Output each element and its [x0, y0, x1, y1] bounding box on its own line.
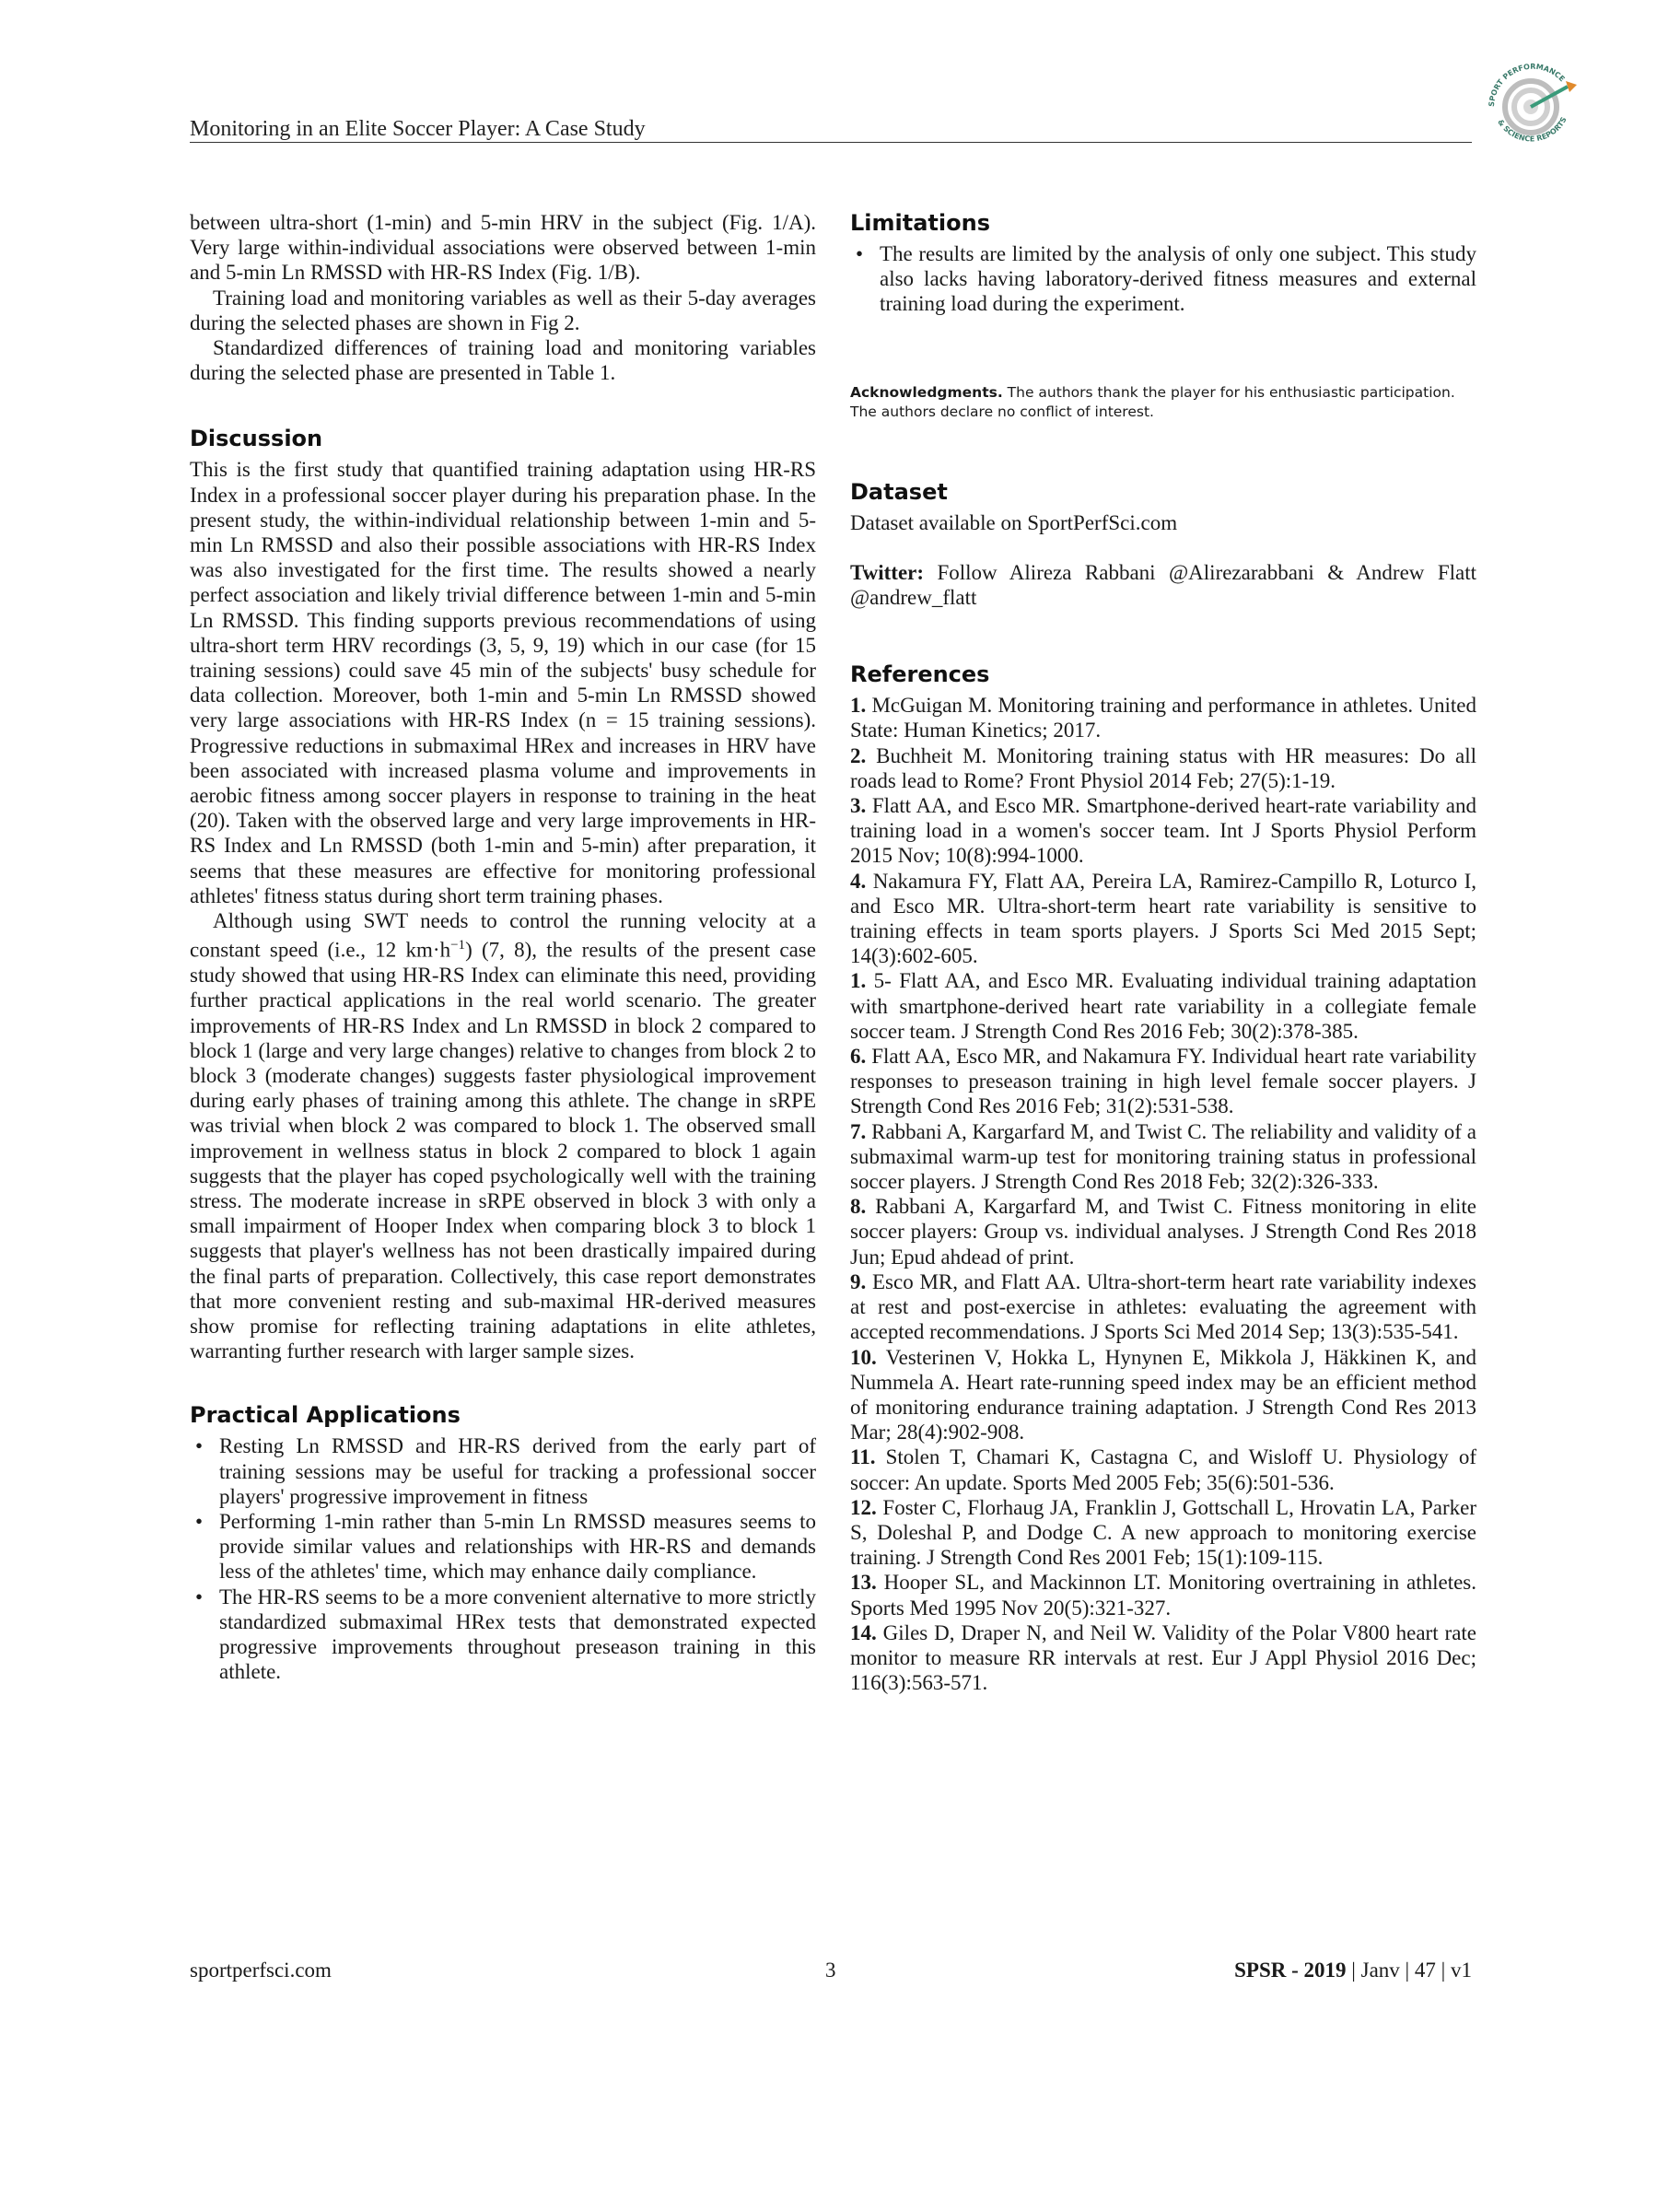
- results-paragraph-2: Training load and monitoring variables as well as their 5-day averages during the selected phases are shown in Fig 2.: [190, 286, 816, 334]
- footer-site-link[interactable]: sportperfsci.com: [190, 1959, 332, 1982]
- twitter-text: Follow Alireza Rabbani @Alirezarabbani & Andrew Flatt @andrew_flatt: [850, 560, 1476, 610]
- twitter-label: Twitter:: [850, 560, 925, 584]
- references-heading: References: [850, 661, 990, 688]
- running-header-title: Monitoring in an Elite Soccer Player: A Case Study: [190, 117, 646, 141]
- practical-item: • The HR-RS seems to be a more convenient alternative to more strictly standardized submaximal HRex tests that demonstrated expected progressive improvements throughout preseason training in this athlete.: [195, 1585, 816, 1684]
- footer-journal-rest: | Janv | 47 | v1: [1346, 1959, 1472, 1982]
- page-number: 3: [825, 1959, 836, 1982]
- left-column: [190, 210, 816, 1684]
- reference-item: 7. Rabbani A, Kargarfard M, and Twist C. The reliability and validity of a submaximal warm-up test for monitoring training status in professional soccer players. J Strength Cond Res 2018 Feb; 32(2):326-333.: [850, 1119, 1476, 1194]
- logo-text-top: SPORT PERFORMANCE: [1487, 62, 1567, 108]
- bullet-icon: •: [195, 1585, 204, 1608]
- limitations-heading: Limitations: [850, 210, 990, 236]
- footer-journal-bold: SPSR - 2019: [1234, 1959, 1347, 1982]
- reference-item: 12. Foster C, Florhaug JA, Franklin J, Gottschall L, Hrovatin LA, Parker S, Doleshal P, and Dodge C. A new approach to monitoring exercise training. J Strength Cond Res 2001 Feb; 15(1):109-115.: [850, 1495, 1476, 1570]
- references-list: [850, 693, 1476, 1695]
- logo-text-bottom: & SCIENCE REPORTS: [1496, 115, 1569, 144]
- results-paragraph-3: Standardized differences of training load and monitoring variables during the selected phase are presented in Table 1.: [190, 336, 816, 385]
- discussion-paragraph-2: [190, 908, 816, 1363]
- reference-item: 1. McGuigan M. Monitoring training and performance in athletes. United State: Human Kinetics; 2017.: [850, 694, 1476, 743]
- acknowledgments: [850, 383, 1476, 422]
- reference-item: 9. Esco MR, and Flatt AA. Ultra-short-term heart rate variability indexes at rest and post-exercise in athletes: evaluating the agreement with accepted recommendations. J Sports Sci Med 2014 Sep; 13(3):535-541.: [850, 1269, 1476, 1344]
- reference-item: 1. 5- Flatt AA, and Esco MR. Evaluating individual training adaptation with smartphone-derived heart rate variability in a collegiate female soccer team. J Strength Cond Res 2016 Feb; 30(2):378-385.: [850, 969, 1476, 1043]
- practical-item: • Resting Ln RMSSD and HR-RS derived from the early part of training sessions may be useful for tracking a professional soccer players' progressive improvement in fitness: [195, 1434, 816, 1508]
- discussion-paragraph-2-b: ) (7, 8), the results of the present case study showed that using HR-RS Index can eliminate this need, providing further practical applications in the real world scenario. The greater improvements of HR-RS Index and Ln RMSSD in block 2 compared to block 1 (large and very large changes) relative to changes from block 2 to block 3 (moderate changes) suggests faster physiological improvement during early phases of training among this athlete. The change in sRPE was trivial when block 2 was compared to block 1. The observed small improvement in wellness status in block 2 compared to block 1 again suggests that the player has coped psychologically well with the training stress. The moderate increase in sRPE observed in block 3 with only a small impairment of Hooper Index when comparing block 3 to block 1 suggests that player's wellness has not been drastically impaired during the final parts of preparation. Collectively, this case report demonstrates that more convenient resting and sub-maximal HR-derived measures show promise for reflecting training adaptations in elite athletes, warranting further research with larger sample sizes.: [190, 938, 816, 1363]
- discussion-paragraph-1: This is the first study that quantified training adaptation using HR-RS Index in a professional soccer player during his preparation phase. In the present study, the within-individual relationship between 1-min and 5-min Ln RMSSD and also their possible associations with HR-RS Index was also investigated for the first time. The results showed a nearly perfect association and likely trivial difference between 1-min and 5-min Ln RMSSD. This finding supports previous recommendations of using ultra-short term HRV recordings (3, 5, 9, 19) which in our case (for 15 training sessions) could save 45 min of the subjects' busy schedule for data collection. Moreover, both 1-min and 5-min Ln RMSSD showed very large associations with HR-RS Index (n = 15 training sessions). Progressive reductions in submaximal HRex and increases in HRV have been associated with increased plasma volume and improvements in aerobic fitness among soccer players in response to training in the heat (20). Taken with the observed large and very large improvements in HR-RS Index and Ln RMSSD (both 1-min and 5-min) after preparation, it seems that these measures are effective for monitoring professional athletes' fitness status during short term training phases.: [190, 458, 816, 907]
- reference-item: 8. Rabbani A, Kargarfard M, and Twist C. Fitness monitoring in elite soccer players: Group vs. individual analyses. J Strength Cond Res 2018 Jun; Epud ahdead of print.: [850, 1195, 1476, 1269]
- reference-item: 4. Nakamura FY, Flatt AA, Pereira LA, Ramirez-Campillo R, Loturco I, and Esco MR. Ultra-short-term heart rate variability is sensitive to training effects in team sports players. J Sports Sci Med 2015 Sept; 14(3):602-605.: [850, 869, 1476, 968]
- practical-applications-heading: Practical Applications: [190, 1402, 461, 1429]
- footer-journal-info: [1234, 1959, 1472, 1982]
- reference-item: 6. Flatt AA, Esco MR, and Nakamura FY. Individual heart rate variability responses to preseason training in high level female soccer players. J Strength Cond Res 2016 Feb; 31(2):531-538.: [850, 1045, 1476, 1118]
- practical-item: • Performing 1-min rather than 5-min Ln RMSSD measures seems to provide similar values and relationships with HR-RS and demands less of the athletes' time, which may enhance daily compliance.: [195, 1510, 816, 1584]
- running-header: [190, 114, 1472, 143]
- page-footer: [190, 1959, 1472, 1986]
- limitations-item: • The results are limited by the analysis of only one subject. This study also lacks having laboratory-derived fitness measures and external training load during the experiment.: [856, 242, 1476, 316]
- reference-item: 2. Buchheit M. Monitoring training status with HR measures: Do all roads lead to Rome? Front Physiol 2014 Feb; 27(5):1-19.: [850, 743, 1476, 792]
- reference-item: 3. Flatt AA, and Esco MR. Smartphone-derived heart-rate variability and training load in a women's soccer team. Int J Sports Physiol Perform 2015 Nov; 10(8):994-1000.: [850, 794, 1476, 868]
- reference-item: 13. Hooper SL, and Mackinnon LT. Monitoring overtraining in athletes. Sports Med 1995 Nov 20(5):321-327.: [850, 1571, 1476, 1620]
- bullet-icon: •: [856, 242, 864, 265]
- practical-applications-list: [190, 1433, 816, 1684]
- reference-item: 11. Stolen T, Chamari K, Castagna C, and Wisloff U. Physiology of soccer: An update. Sports Med 2005 Feb; 35(6):501-536.: [850, 1445, 1476, 1494]
- results-paragraph-1: between ultra-short (1-min) and 5-min HRV in the subject (Fig. 1/A). Very large within-individual associations were observed between 1-min and 5-min Ln RMSSD with HR-RS Index (Fig. 1/B).: [190, 211, 816, 285]
- dataset-heading: Dataset: [850, 478, 948, 505]
- journal-logo: [1477, 50, 1586, 158]
- bullet-icon: •: [195, 1510, 204, 1533]
- reference-item: 10. Vesterinen V, Hokka L, Hynynen E, Mikkola J, Häkkinen K, and Nummela A. Heart rate-running speed index may be an efficient method of monitoring endurance training adaptation. J Strength Cond Res 2013 Mar; 28(4):902-908.: [850, 1345, 1476, 1444]
- bullet-icon: •: [195, 1434, 204, 1458]
- twitter-paragraph: [850, 560, 1476, 610]
- limitations-list: [850, 241, 1476, 317]
- discussion-heading: Discussion: [190, 426, 323, 452]
- dataset-text: Dataset available on SportPerfSci.com: [850, 510, 1178, 534]
- acknowledgments-text: The authors thank the player for his enthusiastic participation. The authors declare no conflict of interest.: [850, 383, 1455, 420]
- discussion-paragraph-2-a: Although using SWT needs to control the running velocity at a constant speed (i.e., 12 km·h: [190, 909, 816, 962]
- reference-item: 14. Giles D, Draper N, and Neil W. Validity of the Polar V800 heart rate monitor to measure RR intervals at rest. Eur J Appl Physiol 2016 Dec; 116(3):563-571.: [850, 1620, 1476, 1695]
- acknowledgments-label: Acknowledgments.: [850, 383, 1003, 401]
- right-column: [850, 210, 1476, 1695]
- superscript-minus-one: −1: [450, 938, 466, 953]
